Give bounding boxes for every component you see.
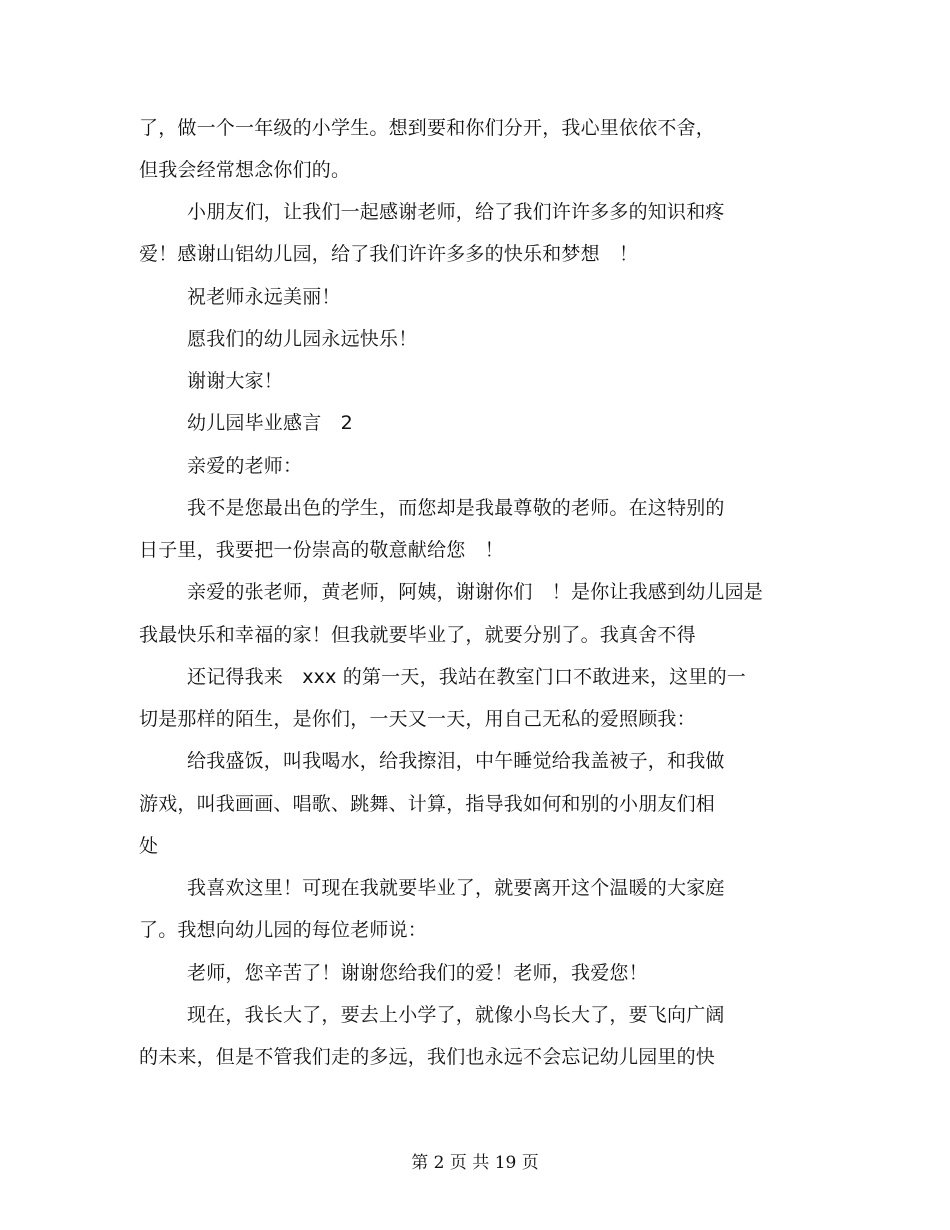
text-line: 祝老师永远美丽！ xyxy=(187,286,341,308)
text-line: 小朋友们，让我们一起感谢老师，给了我们许许多多的知识和疼 xyxy=(187,201,725,223)
text-line: 亲爱的张老师，黄老师，阿姨，谢谢你们 ！是你让我感到幼儿园是 xyxy=(187,581,764,603)
text-line: 谢谢大家！ xyxy=(187,370,284,392)
text-line: 我最快乐和幸福的家！但我就要毕业了，就要分别了。我真舍不得 xyxy=(139,624,696,646)
text-line: 切是那样的陌生，是你们，一天又一天，用自己无私的爱照顾我： xyxy=(139,708,696,730)
text-line: 现在，我长大了，要去上小学了，就像小鸟长大了，要飞向广阔 xyxy=(187,1004,725,1026)
text-line: 老师，您辛苦了！谢谢您给我们的爱！老师，我爱您！ xyxy=(187,962,648,984)
text-line: 游戏，叫我画画、唱歌、跳舞、计算，指导我如何和别的小朋友们相 xyxy=(139,793,716,815)
text-line: 愿我们的幼儿园永远快乐！ xyxy=(187,328,418,350)
text-line: 了。我想向幼儿园的每位老师说： xyxy=(139,919,428,941)
text-line: 爱！感谢山铝幼儿园，给了我们许许多多的快乐和梦想 ！ xyxy=(139,243,639,265)
section-heading: 幼儿园毕业感言 2 xyxy=(187,412,353,434)
text-line: 我不是您最出色的学生，而您却是我最尊敬的老师。在这特别的 xyxy=(187,497,725,519)
page-number-footer: 第 2 页 共 19 页 xyxy=(411,1153,539,1173)
text-line: 还记得我来 xxx 的第一天，我站在教室门口不敢进来，这里的一 xyxy=(187,666,746,688)
text-line: 处 xyxy=(139,835,159,857)
text-line: 日子里，我要把一份崇高的敬意献给您 ！ xyxy=(139,539,504,561)
text-line: 给我盛饭，叫我喝水，给我擦泪，中午睡觉给我盖被子，和我做 xyxy=(187,750,725,772)
text-line: 我喜欢这里！可现在我就要毕业了，就要离开这个温暖的大家庭 xyxy=(187,877,725,899)
salutation: 亲爱的老师： xyxy=(187,455,303,477)
text-line: 但我会经常想念你们的。 xyxy=(139,159,351,181)
text-line: 的未来，但是不管我们走的多远，我们也永远不会忘记幼儿园里的快 xyxy=(139,1046,716,1068)
text-line: 了，做一个一年级的小学生。想到要和你们分开，我心里依依不舍， xyxy=(139,117,716,139)
